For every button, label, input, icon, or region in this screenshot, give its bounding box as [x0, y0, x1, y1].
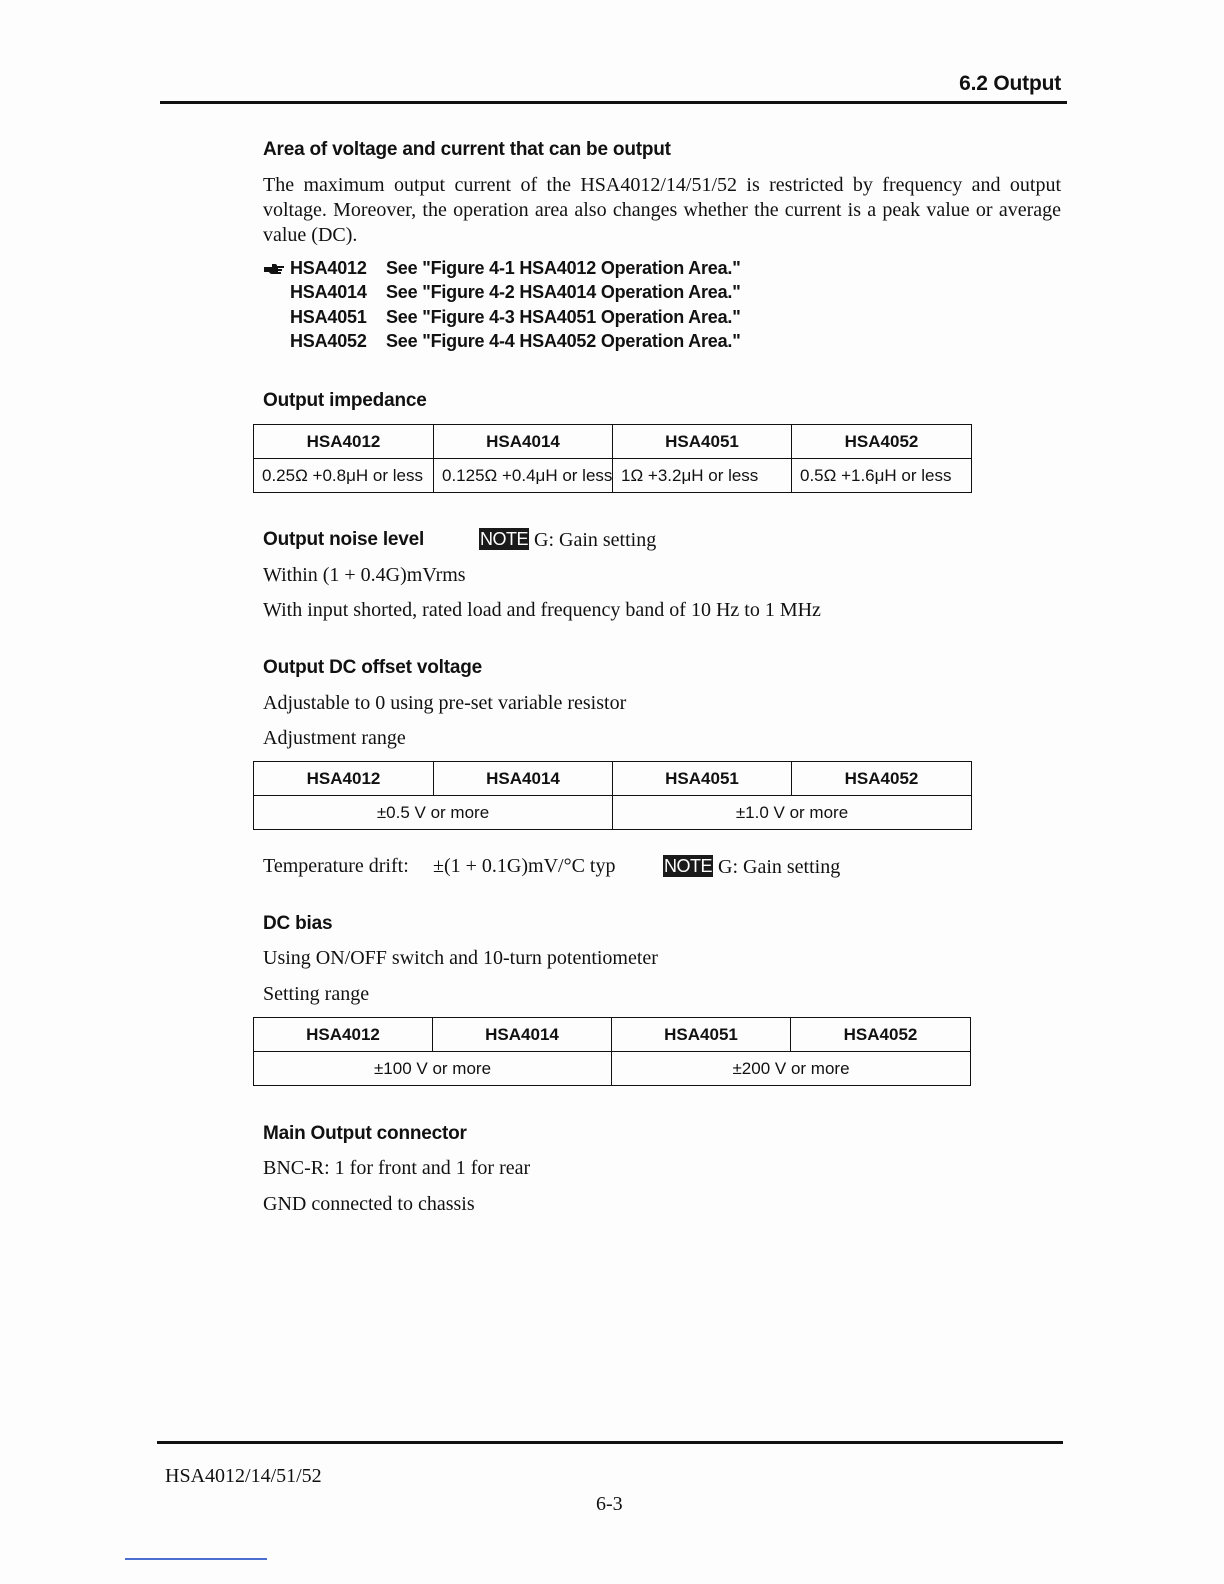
- offset-line-1: Adjustable to 0 using pre-set variable resistor: [263, 692, 627, 714]
- table-header-cell: HSA4052: [792, 762, 972, 796]
- pointing-hand-icon: [263, 262, 285, 281]
- noise-note: [479, 528, 656, 552]
- offset-heading: Output DC offset voltage: [263, 657, 482, 678]
- impedance-table: [253, 424, 972, 493]
- table-cell: ±200 V or more: [612, 1052, 971, 1086]
- table-cell: ±100 V or more: [254, 1052, 612, 1086]
- drift-label: Temperature drift:: [263, 855, 409, 877]
- drift-note: [663, 855, 840, 879]
- table-header-cell: HSA4051: [613, 762, 792, 796]
- table-cell: 0.25Ω +0.8μH or less: [254, 459, 434, 493]
- table-cell: 0.125Ω +0.4μH or less: [434, 459, 613, 493]
- ref-model: HSA4051: [290, 307, 367, 327]
- footer-rule: [157, 1441, 1063, 1444]
- table-row: [254, 796, 972, 830]
- ref-model: HSA4014: [290, 282, 367, 302]
- ref-row: [290, 307, 741, 331]
- ref-row: [290, 258, 741, 282]
- table-header-cell: HSA4012: [254, 762, 434, 796]
- note-badge: NOTE: [664, 856, 713, 876]
- area-paragraph: The maximum output current of the HSA4012/14/51/52 is restricted by frequency and output voltage. Moreover, the operation area also changes whether the current is a peak value or average value (DC).: [263, 174, 1061, 246]
- table-header-cell: HSA4051: [612, 1018, 791, 1052]
- ref-model: HSA4012: [290, 258, 367, 278]
- table-header-row: [254, 762, 972, 796]
- offset-table: [253, 761, 972, 830]
- note-badge: NOTE: [480, 529, 529, 549]
- table-cell: ±0.5 V or more: [254, 796, 613, 830]
- bias-heading: DC bias: [263, 913, 333, 934]
- noise-line-2: With input shorted, rated load and frequency band of 10 Hz to 1 MHz: [263, 599, 821, 621]
- table-row: [254, 459, 972, 493]
- ref-model: HSA4052: [290, 331, 367, 351]
- ref-link[interactable]: See "Figure 4-1 HSA4012 Operation Area.": [386, 258, 741, 278]
- table-header-row: [254, 1018, 971, 1052]
- table-header-cell: HSA4052: [791, 1018, 971, 1052]
- offset-line-2: Adjustment range: [263, 727, 406, 749]
- table-cell: 1Ω +3.2μH or less: [613, 459, 792, 493]
- header-rule: [160, 101, 1067, 104]
- bias-line-1: Using ON/OFF switch and 10-turn potentiometer: [263, 947, 658, 969]
- table-header-cell: HSA4012: [254, 425, 434, 459]
- connector-heading: Main Output connector: [263, 1123, 467, 1144]
- page-number: 6-3: [596, 1493, 623, 1515]
- table-header-cell: HSA4014: [434, 762, 613, 796]
- table-header-cell: HSA4051: [613, 425, 792, 459]
- ref-link[interactable]: See "Figure 4-2 HSA4014 Operation Area.": [386, 282, 741, 302]
- ref-row: [290, 282, 741, 306]
- note-text: G: Gain setting: [718, 856, 841, 878]
- table-cell: 0.5Ω +1.6μH or less: [792, 459, 972, 493]
- table-row: [254, 1052, 971, 1086]
- noise-heading: Output noise level: [263, 529, 425, 550]
- section-title: 6.2 Output: [959, 72, 1061, 95]
- table-header-cell: HSA4014: [434, 425, 613, 459]
- table-cell: ±1.0 V or more: [613, 796, 972, 830]
- connector-line-1: BNC-R: 1 for front and 1 for rear: [263, 1157, 531, 1179]
- table-header-cell: HSA4014: [433, 1018, 612, 1052]
- ref-row: [290, 331, 741, 355]
- table-header-cell: HSA4012: [254, 1018, 433, 1052]
- bias-table: [253, 1017, 971, 1086]
- connector-line-2: GND connected to chassis: [263, 1193, 475, 1215]
- footer-link-underline: [125, 1558, 267, 1560]
- bias-line-2: Setting range: [263, 983, 370, 1005]
- table-header-cell: HSA4052: [792, 425, 972, 459]
- drift-value: ±(1 + 0.1G)mV/°C typ: [433, 855, 616, 877]
- footer-model: HSA4012/14/51/52: [165, 1465, 322, 1487]
- area-heading: Area of voltage and current that can be output: [263, 139, 671, 160]
- ref-link[interactable]: See "Figure 4-3 HSA4051 Operation Area.": [386, 307, 741, 327]
- impedance-heading: Output impedance: [263, 390, 427, 411]
- ref-link[interactable]: See "Figure 4-4 HSA4052 Operation Area.": [386, 331, 741, 351]
- table-header-row: [254, 425, 972, 459]
- noise-line-1: Within (1 + 0.4G)mVrms: [263, 564, 466, 586]
- note-text: G: Gain setting: [534, 529, 657, 551]
